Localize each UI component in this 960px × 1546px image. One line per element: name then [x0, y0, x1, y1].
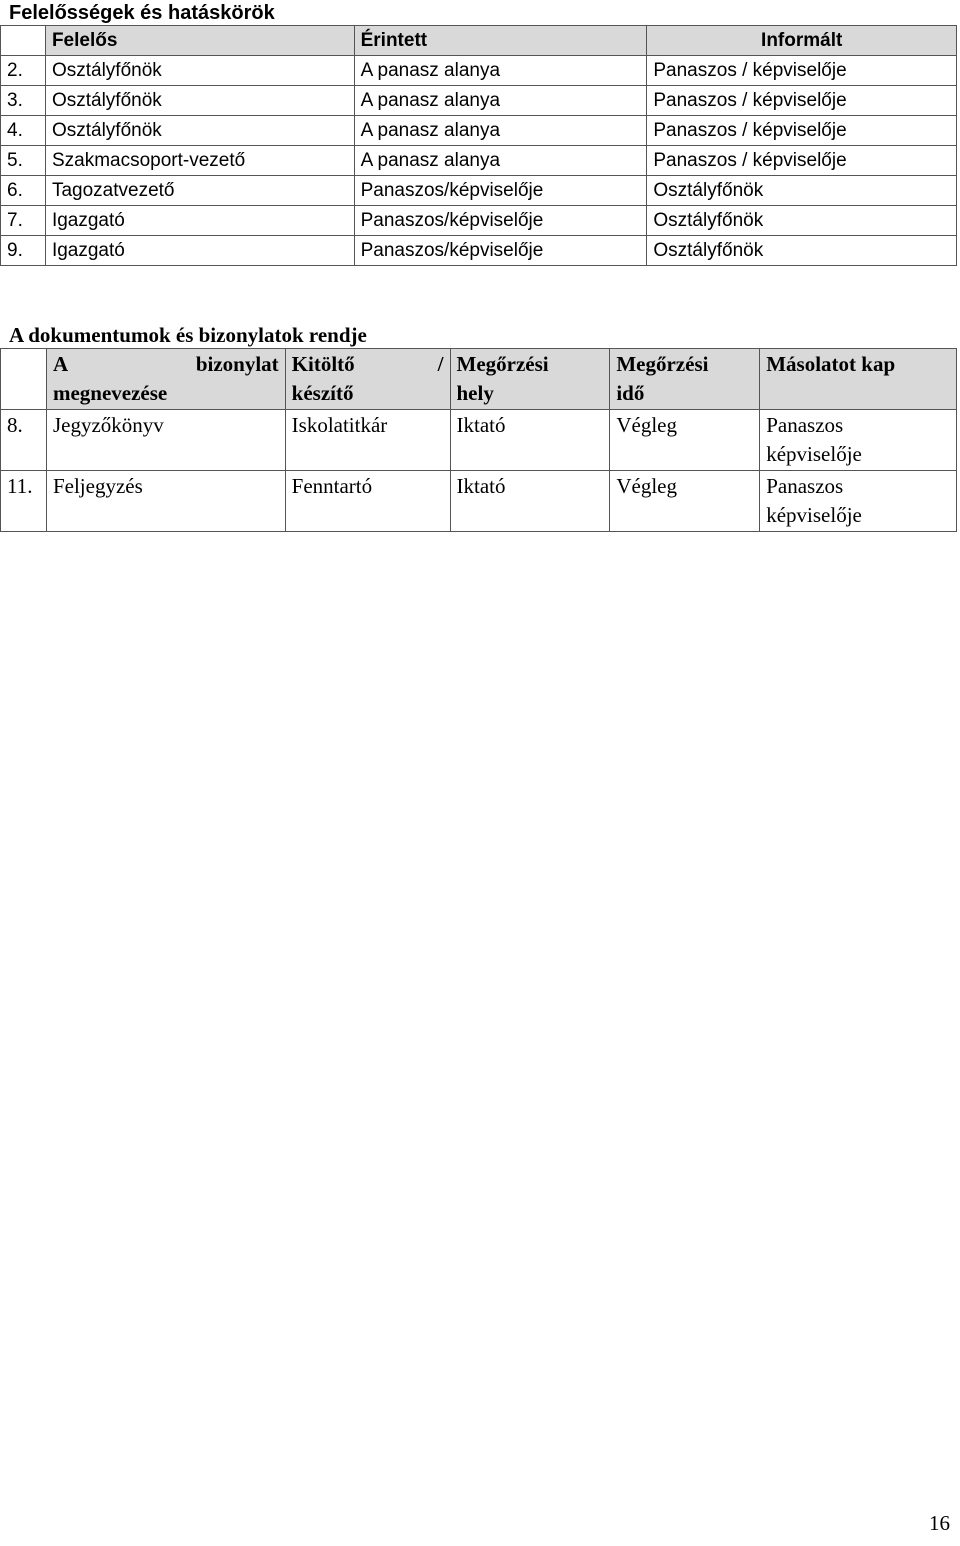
header-cell-document-name: A bizonylat megnevezése	[46, 349, 285, 410]
section-title-responsibilities: Felelősségek és hatáskörök	[9, 2, 275, 24]
cell-affected: Panaszos/képviselője	[354, 206, 647, 236]
table-row	[1, 471, 957, 532]
table-row	[1, 176, 957, 206]
header-cell-maker: Kitöltő / készítő	[285, 349, 450, 410]
documents-table	[0, 348, 957, 532]
cell-number: 8.	[1, 410, 47, 471]
cell-affected: Panaszos/képviselője	[354, 176, 647, 206]
cell-responsible: Osztályfőnök	[45, 86, 354, 116]
cell-responsible: Igazgató	[45, 236, 354, 266]
table-row	[1, 116, 957, 146]
cell-informed: Osztályfőnök	[647, 236, 957, 266]
table-row	[1, 56, 957, 86]
table-row	[1, 86, 957, 116]
header-cell-responsible: Felelős	[45, 26, 354, 56]
cell-number: 2.	[1, 56, 46, 86]
cell-copy-recipient: Panaszos képviselője	[760, 471, 957, 532]
table-row	[1, 410, 957, 471]
cell-document-name: Jegyzőkönyv	[46, 410, 285, 471]
cell-number: 9.	[1, 236, 46, 266]
page-number: 16	[929, 1511, 950, 1535]
cell-responsible: Tagozatvezető	[45, 176, 354, 206]
cell-affected: Panaszos/képviselője	[354, 236, 647, 266]
header-cell-number	[1, 349, 47, 410]
table-row	[1, 236, 957, 266]
header-cell-affected: Érintett	[354, 26, 647, 56]
cell-informed: Osztályfőnök	[647, 206, 957, 236]
table-row	[1, 206, 957, 236]
cell-informed: Panaszos / képviselője	[647, 146, 957, 176]
cell-informed: Panaszos / képviselője	[647, 56, 957, 86]
table-header-row	[1, 26, 957, 56]
cell-copy-recipient: Panaszos képviselője	[760, 410, 957, 471]
cell-retention-time: Végleg	[610, 410, 760, 471]
cell-retention-time: Végleg	[610, 471, 760, 532]
cell-number: 6.	[1, 176, 46, 206]
cell-retention-place: Iktató	[450, 471, 610, 532]
header-cell-number	[1, 26, 46, 56]
cell-informed: Panaszos / képviselője	[647, 116, 957, 146]
header-cell-retention-time: Megőrzési idő	[610, 349, 760, 410]
cell-maker: Iskolatitkár	[285, 410, 450, 471]
cell-informed: Panaszos / képviselője	[647, 86, 957, 116]
header-cell-copy-recipient: Másolatot kap	[760, 349, 957, 410]
cell-number: 5.	[1, 146, 46, 176]
cell-number: 11.	[1, 471, 47, 532]
table-header-row	[1, 349, 957, 410]
cell-informed: Osztályfőnök	[647, 176, 957, 206]
section-title-documents: A dokumentumok és bizonylatok rendje	[9, 323, 367, 347]
cell-responsible: Szakmacsoport-vezető	[45, 146, 354, 176]
cell-affected: A panasz alanya	[354, 146, 647, 176]
cell-responsible: Osztályfőnök	[45, 56, 354, 86]
cell-number: 3.	[1, 86, 46, 116]
cell-responsible: Osztályfőnök	[45, 116, 354, 146]
cell-number: 7.	[1, 206, 46, 236]
cell-affected: A panasz alanya	[354, 56, 647, 86]
cell-responsible: Igazgató	[45, 206, 354, 236]
header-cell-retention-place: Megőrzési hely	[450, 349, 610, 410]
cell-affected: A panasz alanya	[354, 86, 647, 116]
cell-number: 4.	[1, 116, 46, 146]
header-cell-informed: Informált	[647, 26, 957, 56]
cell-document-name: Feljegyzés	[46, 471, 285, 532]
cell-maker: Fenntartó	[285, 471, 450, 532]
cell-retention-place: Iktató	[450, 410, 610, 471]
table-row	[1, 146, 957, 176]
cell-affected: A panasz alanya	[354, 116, 647, 146]
responsibilities-table	[0, 25, 957, 266]
